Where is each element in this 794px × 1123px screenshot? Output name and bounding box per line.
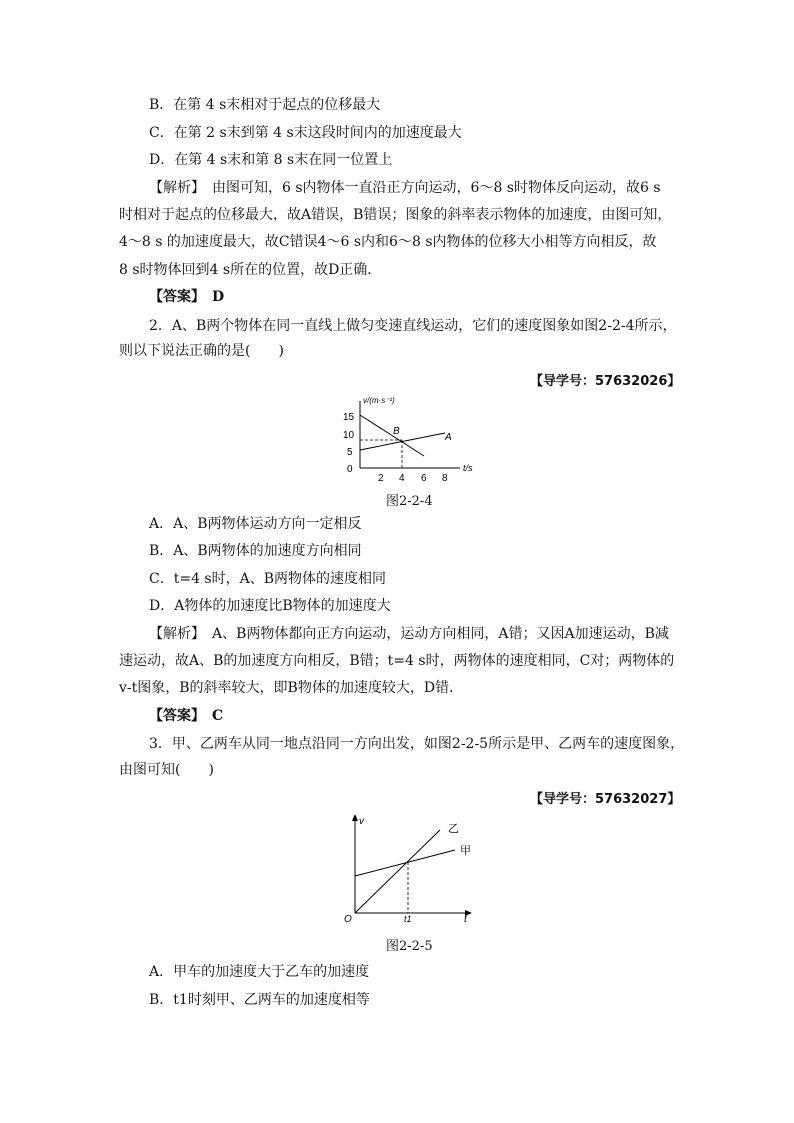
analysis-line: v-t图象，B的斜率较大，即B物体的加速度较大，D错． (119, 680, 464, 696)
figure-caption: 图2-2-4 (386, 494, 433, 509)
y-axis-label: v (359, 816, 364, 827)
y-tick: 10 (343, 430, 355, 441)
figure-2-2-5 (340, 810, 490, 925)
question-3: 由图可知( ) (119, 762, 214, 778)
question-3: 3．甲、乙两车从同一地点沿同一方向出发，如图2-2-5所示是甲、乙两车的速度图象， (149, 736, 685, 752)
option-a: A．甲车的加速度大于乙车的加速度 (149, 964, 370, 980)
option-c: C．在第 2 s末到第 4 s末这段时间内的加速度最大 (149, 125, 462, 141)
guide-number: 【导学号：57632027】 (530, 792, 681, 807)
series-b-label: B (393, 426, 400, 437)
series-b-line (360, 415, 424, 456)
x-tick: 2 (378, 473, 384, 483)
x-axis-label: t (464, 914, 467, 925)
series-a-line (360, 433, 445, 450)
x-tick: 8 (442, 473, 448, 483)
analysis-line: 8 s时物体回到4 s所在的位置，故D正确． (119, 262, 382, 278)
option-a: A．A、B两物体运动方向一定相反 (149, 516, 362, 532)
analysis-line: 【解析】 A、B两物体都向正方向运动，运动方向相同，A错；又因A加速运动，B减 (149, 626, 669, 642)
x-tick: 6 (421, 473, 427, 483)
question-2: 2．A、B两个物体在同一直线上做匀变速直线运动，它们的速度图象如图2-2-4所示， (149, 318, 677, 334)
option-c: C．t=4 s时，A、B两物体的速度相同 (149, 571, 387, 587)
yi-label: 乙 (448, 823, 459, 835)
figure-caption: 图2-2-5 (386, 939, 433, 954)
series-a-label: A (445, 432, 452, 443)
jia-label: 甲 (460, 845, 471, 857)
x-tick: 4 (399, 473, 405, 483)
yi-line (355, 830, 440, 913)
option-b: B．在第 4 s末相对于起点的位移最大 (149, 97, 381, 113)
option-b: B．t1时刻甲、乙两车的加速度相等 (149, 992, 370, 1008)
guide-number: 【导学号：57632026】 (530, 374, 681, 389)
answer-line: 【答案】 C (149, 708, 224, 724)
origin-label: O (344, 914, 352, 925)
answer-line: 【答案】 D (149, 289, 225, 305)
option-d: D．A物体的加速度比B物体的加速度大 (149, 598, 391, 614)
analysis-line: 时相对于起点的位移最大，故A错误，B错误；图象的斜率表示物体的加速度，由图可知， (119, 207, 672, 223)
question-2: 则以下说法正确的是( ) (119, 343, 284, 359)
analysis-line: 速运动，故A、B的加速度方向相反，B错；t=4 s时，两物体的速度相同，C对；两物体的 (119, 653, 675, 669)
y-tick: 15 (343, 412, 355, 423)
jia-line (355, 850, 455, 876)
t1-tick: t1 (404, 914, 412, 924)
y-tick: 0 (347, 464, 353, 475)
option-d: D．在第 4 s末和第 8 s末在同一位置上 (149, 152, 393, 168)
y-arrow (352, 814, 358, 821)
analysis-line: 4～8 s 的加速度最大，故C错误4～6 s内和6～8 s内物体的位移大小相等方向相反，故 (119, 234, 657, 250)
figure-2-2-4 (335, 393, 495, 483)
y-axis-label: v/(m·s⁻¹) (363, 396, 395, 405)
y-tick: 5 (347, 447, 353, 458)
analysis-line: 【解析】 由图可知，6 s内物体一直沿正方向运动，6～8 s时物体反向运动，故6 s (149, 180, 661, 196)
option-b: B．A、B两物体的加速度方向相同 (149, 543, 362, 559)
x-axis-label: t/s (463, 463, 473, 473)
